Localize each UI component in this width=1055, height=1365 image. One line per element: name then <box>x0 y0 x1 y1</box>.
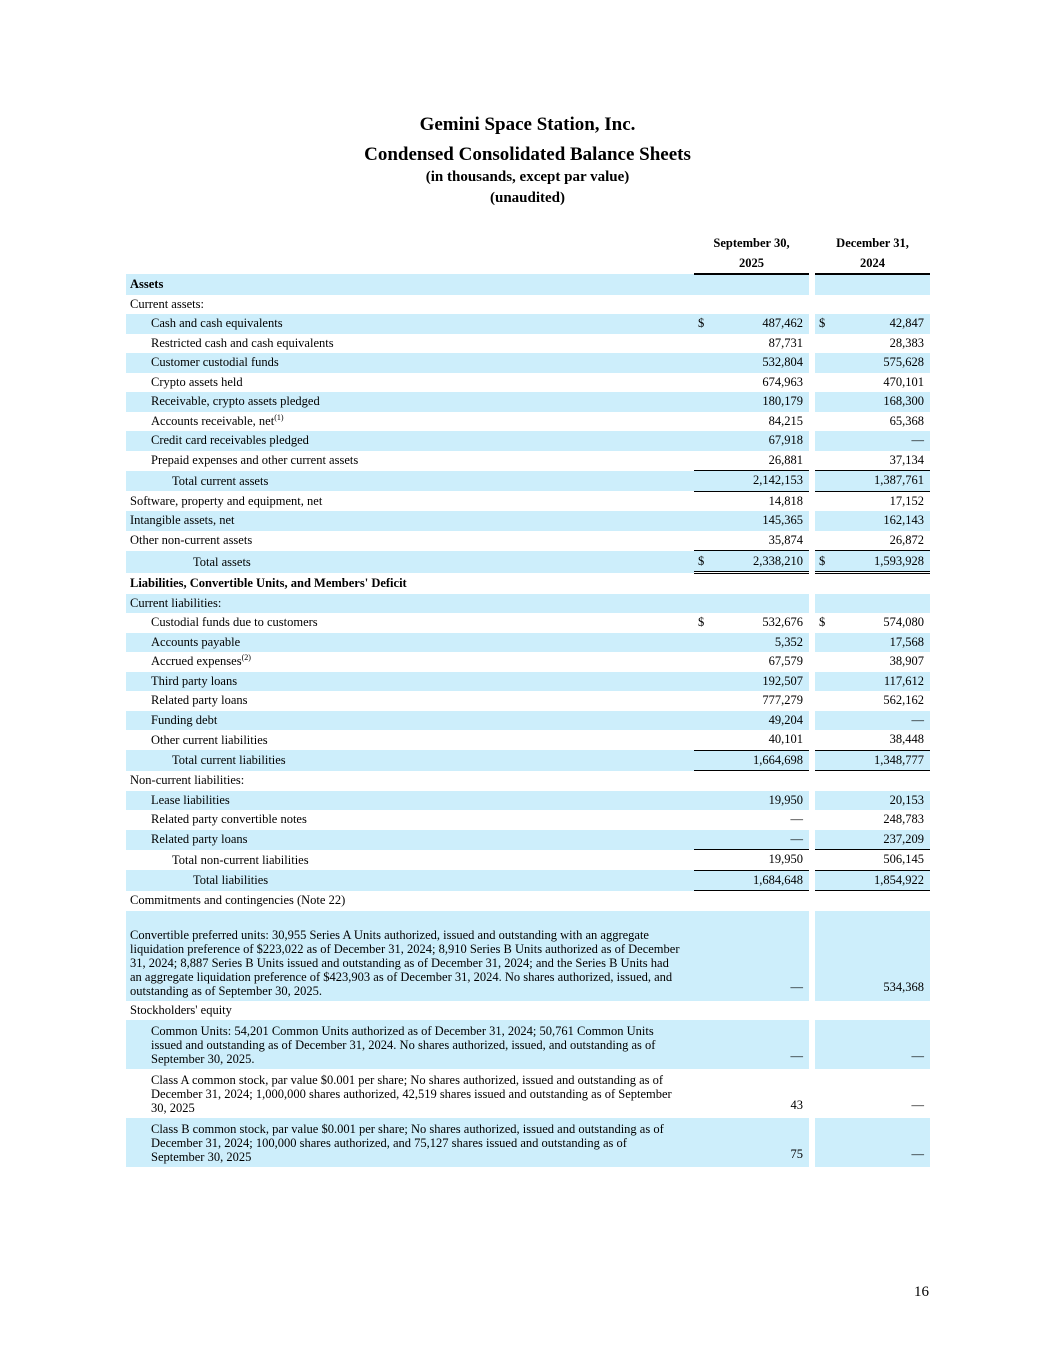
table-row <box>126 1069 930 1118</box>
value-2025: 19,950 <box>694 791 809 811</box>
value-2024: — <box>815 431 930 451</box>
section-header-row <box>126 274 930 295</box>
value-2024: 506,145 <box>815 850 930 871</box>
value-2024: 1,593,928 <box>874 553 924 568</box>
value-2024: 38,448 <box>889 732 924 746</box>
value-2024: 162,143 <box>815 511 930 531</box>
col1-header-line2: 2025 <box>694 254 809 275</box>
row-label: Other current liabilities <box>151 732 268 747</box>
value-2024: 575,628 <box>815 353 930 373</box>
currency-sign: $ <box>819 553 826 568</box>
table-row <box>126 314 930 334</box>
value-2025: — <box>694 1020 809 1069</box>
row-label: Cash and cash equivalents <box>126 314 694 334</box>
value-2025: 75 <box>694 1118 809 1167</box>
balance-sheet-table <box>126 234 930 1167</box>
value-2025: 84,215 <box>768 413 803 428</box>
value-2024: — <box>815 711 930 731</box>
table-row <box>126 373 930 393</box>
value-2025: 1,664,698 <box>694 750 809 771</box>
row-label: Related party convertible notes <box>151 812 307 826</box>
row-label: Software, property and equipment, net <box>130 493 323 508</box>
value-2024: 237,209 <box>815 830 930 850</box>
currency-sign: $ <box>698 316 705 330</box>
table-row <box>126 511 930 531</box>
value-2025: 26,881 <box>768 452 803 467</box>
table-row <box>126 791 930 811</box>
table-row <box>126 613 930 633</box>
value-2024: 470,101 <box>883 374 924 389</box>
stockholders-equity-label: Stockholders' equity <box>130 1002 232 1017</box>
value-2025: — <box>694 830 809 850</box>
table-row <box>126 451 930 471</box>
row-label <box>126 652 694 672</box>
value-2025: 1,684,648 <box>694 870 809 891</box>
row-label: Total non-current liabilities <box>172 852 309 867</box>
table-row <box>126 1020 930 1069</box>
row-label: Other non-current assets <box>130 533 253 547</box>
assets-heading: Assets <box>126 274 694 295</box>
row-label: Funding debt <box>126 711 694 731</box>
row-label: Total current assets <box>126 471 694 492</box>
value-2025: 14,818 <box>694 491 809 511</box>
total-row <box>126 551 930 573</box>
value-2024: — <box>911 1097 924 1112</box>
row-label: Total liabilities <box>126 870 694 891</box>
table-row <box>126 652 930 672</box>
col2-header-line1: December 31, <box>836 236 909 250</box>
footnote-marker: (2) <box>241 652 251 662</box>
row-label: Convertible preferred units: 30,955 Series A Units authorized, issued and outstanding with an aggregate liquidation preference of $223,022 as of December 31, 2024; 8,910 Series B Units authorized as of December 31, 2024; 8,887 Series B Units issued and outstanding as of December 31, 2024; and the Series B Units had an aggregate liquidation preference of $423,903 as of December 31, 2024. No shares authorized, issued, and outstanding as of September 30, 2025. <box>126 911 694 1001</box>
table-row <box>126 672 930 692</box>
row-label: Related party loans <box>126 830 694 850</box>
value-2025: 487,462 <box>762 316 803 330</box>
value-2025: 532,676 <box>762 615 803 629</box>
subsection-row <box>126 1001 930 1021</box>
current-liabilities-label: Current liabilities: <box>126 594 694 614</box>
value-2025: — <box>790 812 803 826</box>
table-row <box>126 412 930 432</box>
row-label: Crypto assets held <box>151 374 243 389</box>
value-2025: 87,731 <box>768 335 803 350</box>
value-2024: 65,368 <box>889 413 924 428</box>
total-row <box>126 870 930 891</box>
value-2025: 180,179 <box>694 392 809 412</box>
value-2024: 534,368 <box>815 911 930 1001</box>
value-2025: 145,365 <box>694 511 809 531</box>
subtotal-row <box>126 471 930 492</box>
row-label: Customer custodial funds <box>126 353 694 373</box>
row-label: Total assets <box>126 551 694 573</box>
row-label: Class A common stock, par value $0.001 per share; No shares authorized, issued and outstanding as of December 31, 2024; 1,000,000 shares authorized, 42,519 shares issued and outstanding as of September 30, 2025 <box>151 1073 672 1115</box>
table-row <box>126 911 930 1001</box>
section-header-row <box>126 573 930 594</box>
value-2024: 1,854,922 <box>815 870 930 891</box>
value-2025: — <box>694 911 809 1001</box>
value-2024: 117,612 <box>815 672 930 692</box>
commitments-label: Commitments and contingencies (Note 22) <box>130 893 346 907</box>
table-row <box>126 810 930 830</box>
value-2024: 20,153 <box>815 791 930 811</box>
value-2024: 17,152 <box>815 491 930 511</box>
noncurrent-liabilities-label: Non-current liabilities: <box>130 773 245 787</box>
value-2025: 19,950 <box>694 850 809 871</box>
value-2025: 49,204 <box>694 711 809 731</box>
value-2024: 37,134 <box>889 452 924 467</box>
table-row <box>126 334 930 354</box>
value-2025: 192,507 <box>694 672 809 692</box>
value-2025: 2,142,153 <box>694 471 809 492</box>
row-label: Lease liabilities <box>126 791 694 811</box>
row-label: Receivable, crypto assets pledged <box>126 392 694 412</box>
col2-header-line2: 2024 <box>815 254 930 275</box>
subtotal-row <box>126 750 930 771</box>
table-row <box>126 691 930 711</box>
currency-sign: $ <box>819 615 826 629</box>
value-2025: 532,804 <box>694 353 809 373</box>
company-name: Gemini Space Station, Inc. <box>419 114 636 135</box>
row-label: Common Units: 54,201 Common Units authorized as of December 31, 2024; 50,761 Common Units issued and outstanding as of December 31, 2024. No shares authorized, issued, and outstanding as of September 30, 2025. <box>126 1020 694 1069</box>
subsection-row <box>126 771 930 791</box>
table-row <box>126 491 930 511</box>
subsection-row <box>126 295 930 315</box>
statement-title: Condensed Consolidated Balance Sheets <box>364 144 691 165</box>
row-label: Prepaid expenses and other current assets <box>151 453 359 467</box>
row-label: Third party loans <box>126 672 694 692</box>
value-2024: 17,568 <box>815 633 930 653</box>
table-row <box>126 392 930 412</box>
row-label: Intangible assets, net <box>126 511 694 531</box>
table-row <box>126 353 930 373</box>
value-2024: 562,162 <box>883 693 924 707</box>
row-label-text: Accrued expenses <box>151 654 242 668</box>
table-row <box>126 891 930 911</box>
row-label-text: Accounts receivable, net <box>151 413 275 428</box>
footnote-marker: (1) <box>274 412 284 422</box>
currency-sign: $ <box>819 316 826 330</box>
row-label: Total current liabilities <box>126 750 694 771</box>
value-2024: 1,348,777 <box>815 750 930 771</box>
subsection-row <box>126 594 930 614</box>
value-2025: 5,352 <box>694 633 809 653</box>
currency-sign: $ <box>698 553 705 568</box>
value-2025: 67,918 <box>694 431 809 451</box>
value-2024: 168,300 <box>815 392 930 412</box>
audit-note: (unaudited) <box>489 190 566 206</box>
value-2024: — <box>815 1020 930 1069</box>
value-2025: 67,579 <box>768 654 803 668</box>
row-label: Related party loans <box>151 693 248 707</box>
col1-header-line1: September 30, <box>713 236 790 250</box>
row-label: Restricted cash and cash equivalents <box>151 335 334 350</box>
value-2024: 38,907 <box>889 654 924 668</box>
currency-sign: $ <box>698 615 705 629</box>
statement-subtitle: (in thousands, except par value) <box>425 169 630 185</box>
table-row <box>126 531 930 551</box>
value-2024: 28,383 <box>889 335 924 350</box>
table-row <box>126 633 930 653</box>
value-2024: — <box>815 1118 930 1167</box>
row-label: Class B common stock, par value $0.001 per share; No shares authorized, issued and outstanding as of December 31, 2024; 100,000 shares authorized, and 75,127 shares issued and outstanding as of September 30, 2025 <box>126 1118 694 1167</box>
row-label: Accounts payable <box>126 633 694 653</box>
value-2024: 42,847 <box>889 316 924 330</box>
row-label <box>126 412 694 432</box>
subtotal-row <box>126 850 930 871</box>
table-row <box>126 711 930 731</box>
value-2025: 777,279 <box>762 693 803 707</box>
value-2025: 674,963 <box>762 374 803 389</box>
value-2024: 26,872 <box>889 532 924 547</box>
current-assets-label: Current assets: <box>130 296 204 311</box>
value-2025: 43 <box>790 1097 803 1112</box>
value-2025: 40,101 <box>768 732 803 746</box>
value-2024: 574,080 <box>883 615 924 629</box>
page-number: 16 <box>914 1284 929 1300</box>
value-2024: 248,783 <box>883 812 924 826</box>
table-row <box>126 431 930 451</box>
table-row <box>126 830 930 850</box>
row-label: Credit card receivables pledged <box>126 431 694 451</box>
value-2025: 2,338,210 <box>753 553 803 568</box>
row-label: Custodial funds due to customers <box>151 615 318 629</box>
value-2025: 35,874 <box>768 532 803 547</box>
table-row <box>126 730 930 750</box>
table-row <box>126 1118 930 1167</box>
liabilities-heading: Liabilities, Convertible Units, and Members' Deficit <box>130 576 407 590</box>
column-header-row <box>126 254 930 275</box>
value-2024: 1,387,761 <box>815 471 930 492</box>
column-header-row <box>126 234 930 254</box>
